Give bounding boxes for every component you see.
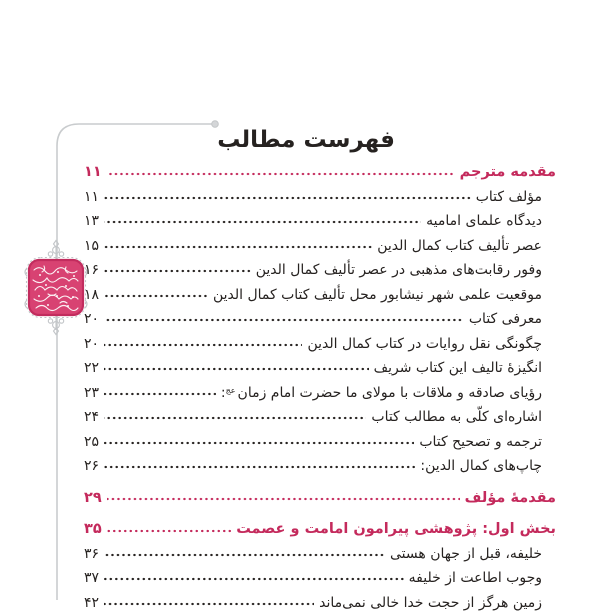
line-end-dot	[212, 121, 219, 128]
toc-entry-page-number: ۲۲	[84, 356, 99, 381]
toc-row	[84, 160, 556, 185]
toc-entry-page-number: ۲۰	[84, 332, 99, 357]
toc-entry-page-number: ۳۷	[84, 566, 99, 591]
toc-entry-page-number: ۳۶	[84, 542, 99, 567]
toc-entry-page-number: ۲۴	[84, 405, 99, 430]
toc-entry-page-number: ۱۸	[84, 283, 99, 308]
toc-row	[84, 185, 556, 210]
toc-row	[84, 486, 556, 511]
toc-row	[84, 454, 556, 479]
toc-entry-page-number: ۲۶	[84, 454, 99, 479]
toc-row	[84, 517, 556, 542]
medallion-lace-ornament	[25, 241, 87, 335]
dot-leader	[104, 459, 415, 473]
dot-leader	[104, 239, 372, 253]
dot-leader	[107, 522, 232, 537]
toc-entry-label: مؤلف کتاب	[476, 185, 542, 210]
toc-entry-label: بخش اول: پژوهشی پیرامون امامت و عصمت	[236, 517, 556, 542]
toc-entry-page-number: ۲۳	[84, 381, 99, 406]
dot-leader	[104, 190, 471, 204]
toc-list	[84, 160, 556, 615]
toc-row	[84, 356, 556, 381]
toc-entry-label: ترجمه و تصحیح کتاب	[419, 430, 542, 455]
toc-entry-label: زمین هرگز از حجت خدا خالی نمی‌ماند	[319, 591, 542, 615]
toc-entry-page-number: ۱۱	[84, 185, 99, 210]
honorific-mark: عج	[226, 379, 236, 404]
toc-entry-label: وفور رقابت‌های مذهبی در عصر تألیف کمال الدین	[256, 258, 542, 283]
page-title: فهرست مطالب	[217, 127, 395, 153]
toc-entry-page-number: ۲۰	[84, 307, 99, 332]
toc-entry-label: موقعیت علمی شهر نیشابور محل تألیف کتاب کمال الدین	[213, 283, 542, 308]
toc-row	[84, 591, 556, 615]
calligraphy-medallion	[29, 260, 83, 315]
toc-entry-suffix: :	[221, 381, 226, 406]
dot-leader	[104, 214, 421, 228]
toc-row	[84, 307, 556, 332]
toc-entry-label: رؤیای صادقه و ملاقات با مولای ما حضرت امام زمان	[238, 381, 542, 406]
dot-leader	[104, 571, 404, 585]
toc-entry-page-number: ۳۵	[84, 517, 102, 542]
dot-leader	[104, 337, 302, 351]
dot-leader	[107, 491, 460, 506]
toc-entry-label: انگیزهٔ تالیف این کتاب شریف	[374, 356, 542, 381]
dot-leader	[104, 263, 251, 277]
toc-entry-label: اشاره‌ای کلّی به مطالب کتاب	[371, 405, 542, 430]
toc-entry-label: مقدمه مترجم	[460, 160, 556, 185]
toc-entry-label: عصر تألیف کتاب کمال الدین	[377, 234, 542, 259]
dot-leader	[104, 361, 369, 375]
dot-leader	[104, 435, 414, 449]
dot-leader	[104, 596, 314, 610]
toc-entry-label: خلیفه، قبل از جهان هستی	[390, 542, 542, 567]
toc-entry-label: وجوب اطاعت از خلیفه	[409, 566, 542, 591]
toc-entry-label: مقدمهٔ مؤلف	[465, 486, 556, 511]
toc-entry-label: معرفی کتاب	[469, 307, 542, 332]
toc-row	[84, 405, 556, 430]
toc-entry-page-number: ۱۶	[84, 258, 99, 283]
toc-entry-page-number: ۱۳	[84, 209, 99, 234]
dot-leader	[107, 165, 455, 180]
toc-entry-label: دیدگاه علمای امامیه	[426, 209, 542, 234]
toc-row	[84, 332, 556, 357]
toc-row	[84, 430, 556, 455]
dot-leader	[104, 288, 208, 302]
toc-entry-page-number: ۱۱	[84, 160, 102, 185]
toc-row	[84, 542, 556, 567]
toc-row	[84, 566, 556, 591]
toc-row	[84, 381, 556, 406]
toc-row	[84, 283, 556, 308]
dot-leader	[104, 547, 385, 561]
toc-row	[84, 234, 556, 259]
toc-entry-page-number: ۲۹	[84, 486, 102, 511]
dot-leader	[104, 312, 464, 326]
toc-row	[84, 209, 556, 234]
toc-entry-page-number: ۴۲	[84, 591, 99, 615]
toc-entry-label: چگونگی نقل روایات در کتاب کمال الدین	[307, 332, 542, 357]
toc-entry-page-number: ۱۵	[84, 234, 99, 259]
toc-row	[84, 258, 556, 283]
toc-entry-page-number: ۲۵	[84, 430, 99, 455]
dot-leader	[104, 410, 366, 424]
toc-entry-label: چاپ‌های کمال الدین:	[420, 454, 542, 479]
dot-leader	[104, 386, 216, 400]
